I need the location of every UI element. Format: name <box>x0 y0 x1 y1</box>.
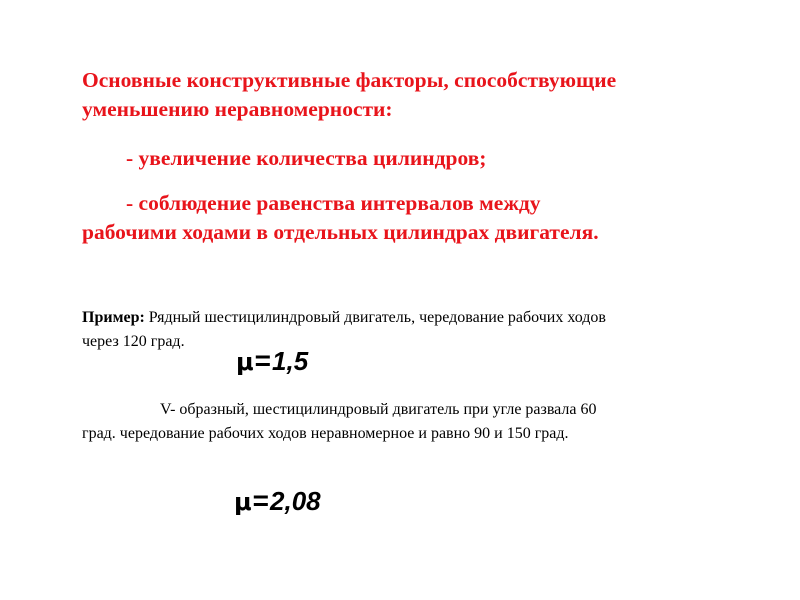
bullet-item-cylinders <box>82 144 762 173</box>
bullet-text: - увеличение количества цилиндров; <box>126 146 487 170</box>
heading-line-2: уменьшению неравномерности: <box>82 97 393 121</box>
example2-text-line-1: V- образный, шестицилиндровый двигатель при угле развала 60 <box>160 401 597 418</box>
example-label: Пример: <box>82 309 145 326</box>
formula-value: 2,08 <box>270 486 321 516</box>
example-text-line-1: Рядный шестицилиндровый двигатель, чередование рабочих ходов <box>144 309 606 326</box>
example-text-line-2: через 120 град. <box>82 333 185 350</box>
equals-sign: = <box>254 345 272 376</box>
bullet-text-line-2: рабочими ходами в отдельных цилиндрах двигателя. <box>82 220 599 244</box>
slide-heading <box>82 66 762 124</box>
bullet-item-intervals <box>82 189 762 247</box>
formula-mu-v-engine <box>234 486 321 517</box>
formula-value: 1,5 <box>272 346 309 376</box>
mu-symbol: μ <box>236 348 254 376</box>
formula-mu-inline <box>236 346 308 377</box>
heading-line-1: Основные конструктивные факторы, способствующие <box>82 68 617 92</box>
example-inline-engine <box>82 306 762 354</box>
bullet-text-line-1: - соблюдение равенства интервалов между <box>126 191 541 215</box>
equals-sign: = <box>252 485 270 516</box>
example-v-engine <box>82 398 762 446</box>
mu-symbol: μ <box>234 488 252 516</box>
example2-text-line-2: град. чередование рабочих ходов неравномерное и равно 90 и 150 град. <box>82 425 569 442</box>
